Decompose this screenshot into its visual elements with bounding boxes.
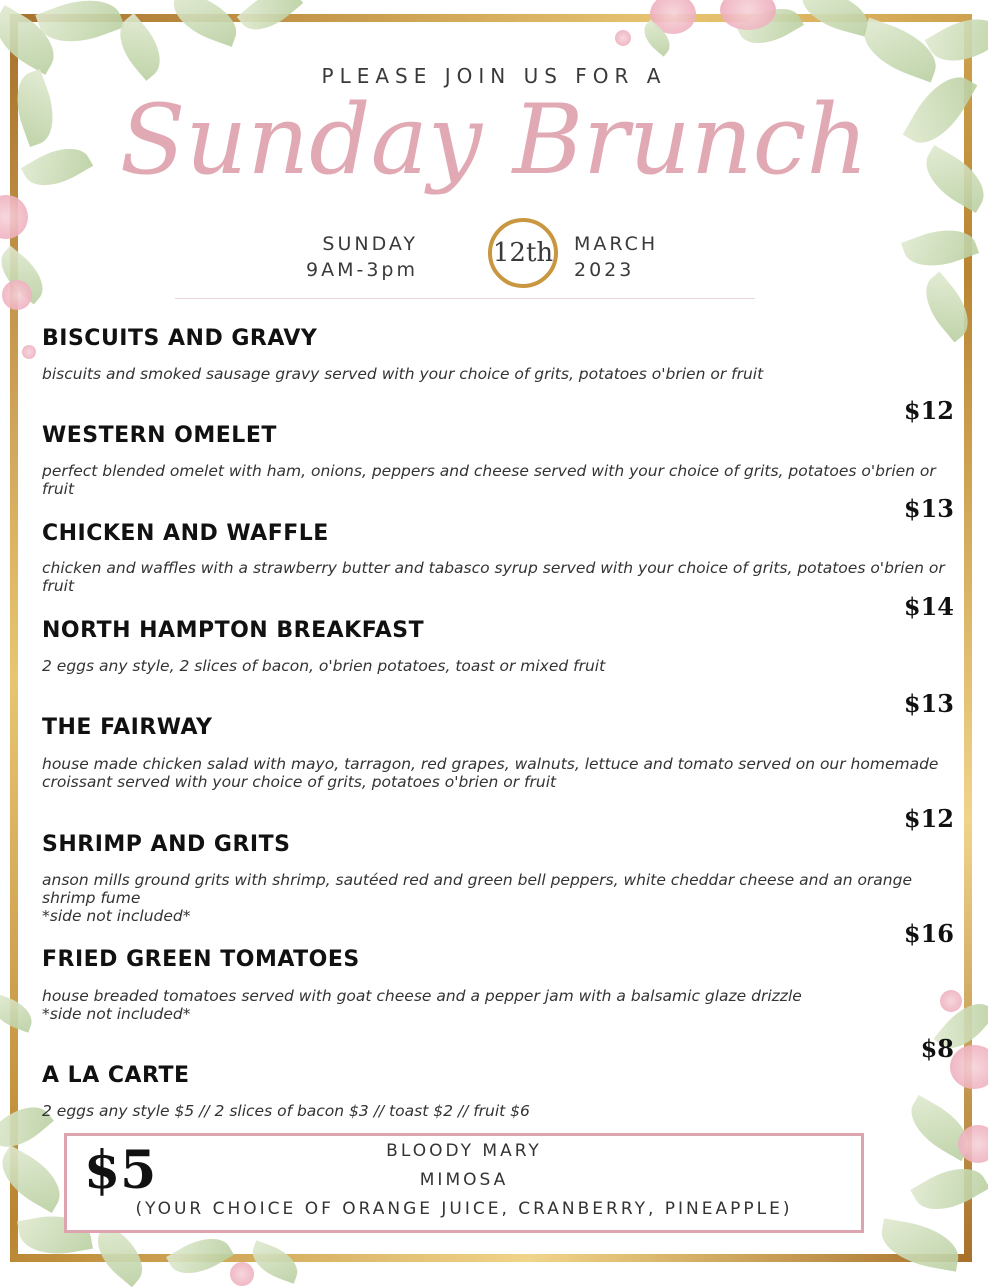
menu-item-description: biscuits and smoked sausage gravy served with your choice of grits, potatoes o'brien or fruit [42, 365, 764, 383]
day-number: 12th [492, 238, 554, 268]
menu-item-price: $13 [903, 494, 954, 523]
menu-item-description-text: house breaded tomatoes served with goat cheese and a pepper jam with a balsamic glaze drizzle [42, 987, 802, 1005]
menu-item-price: $13 [903, 689, 954, 718]
menu-item-note: *side not included* [42, 907, 191, 925]
menu-item-description [42, 871, 957, 925]
menu-item-price: $14 [903, 592, 954, 621]
menu-item-price: $12 [903, 804, 954, 833]
page-title: Sunday Brunch [119, 84, 869, 196]
menu-item-price: $12 [903, 396, 954, 425]
invite-text: PLEASE JOIN US FOR A [321, 64, 667, 88]
menu-item-description: chicken and waffles with a strawberry butter and tabasco syrup served with your choice of grits, potatoes o'brien or fruit [42, 559, 945, 595]
menu-item-description: perfect blended omelet with ham, onions, peppers and cheese served with your choice of grits, potatoes o'brien or fruit [42, 462, 936, 498]
menu-item-price: $8 [920, 1034, 954, 1063]
menu-item-name: SHRIMP AND GRITS [42, 832, 291, 857]
menu-item-note: *side not included* [42, 1005, 191, 1023]
drink-bloody-mary: BLOODY MARY [386, 1141, 542, 1161]
day-name: SUNDAY [322, 233, 418, 255]
month: MARCH [574, 233, 659, 255]
day-number-badge [488, 218, 558, 288]
menu-item-name: CHICKEN AND WAFFLE [42, 521, 329, 546]
menu-item-description: 2 eggs any style $5 // 2 slices of bacon $3 // toast $2 // fruit $6 [42, 1102, 530, 1120]
menu-item-description-text: anson mills ground grits with shrimp, sautéed red and green bell peppers, white cheddar cheese and an orange shrimp fume [42, 871, 913, 907]
drink-mimosa: MIMOSA [419, 1170, 509, 1190]
day-and-time [306, 231, 418, 283]
menu-item-description: 2 eggs any style, 2 slices of bacon, o'brien potatoes, toast or mixed fruit [42, 657, 606, 675]
menu-item-description [42, 987, 957, 1023]
menu-item-name: THE FAIRWAY [42, 715, 213, 740]
menu-item-name: NORTH HAMPTON BREAKFAST [42, 618, 425, 643]
menu-item-name: WESTERN OMELET [42, 423, 277, 448]
drink-juice-choices: (YOUR CHOICE OF ORANGE JUICE, CRANBERRY, PINEAPPLE) [135, 1199, 793, 1219]
month-and-year [574, 231, 658, 283]
menu-item-name: A LA CARTE [42, 1063, 190, 1088]
drink-price: $5 [84, 1140, 157, 1201]
menu-item-description: house made chicken salad with mayo, tarragon, red grapes, walnuts, lettuce and tomato served on our homemade croissant served with your choice of grits, potatoes o'brien or fruit [42, 755, 939, 791]
year: 2023 [574, 259, 635, 281]
header-divider [175, 298, 755, 299]
menu-item-price: $16 [903, 919, 954, 948]
menu-item-name: FRIED GREEN TOMATOES [42, 947, 360, 972]
menu-item-name: BISCUITS AND GRAVY [42, 326, 318, 351]
event-time: 9AM-3pm [306, 259, 418, 281]
